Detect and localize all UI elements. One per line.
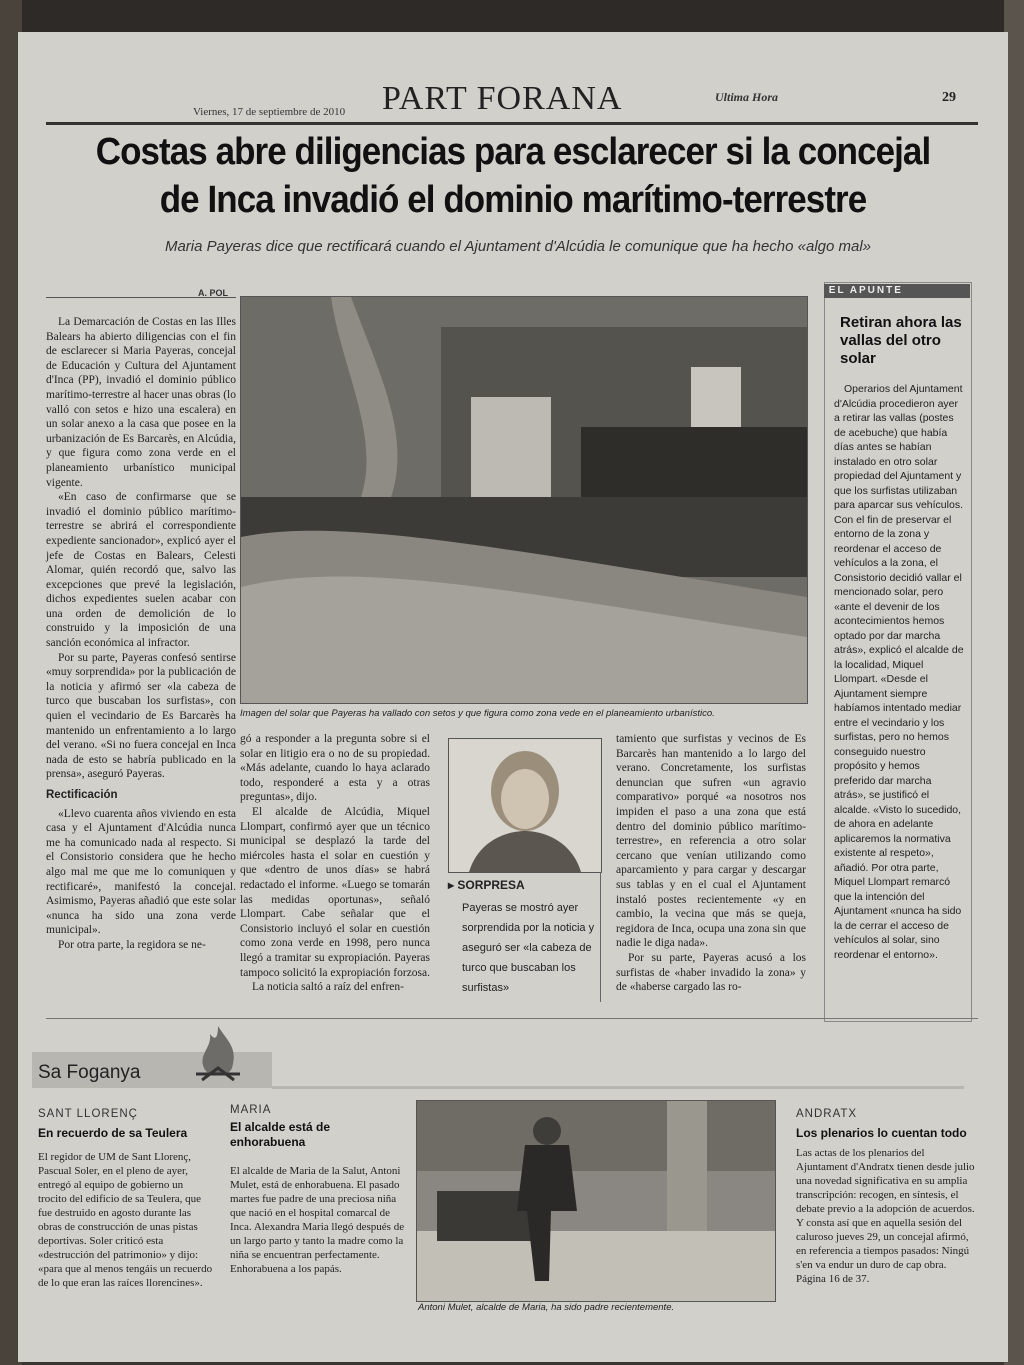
- newspaper-page: [18, 32, 1008, 1362]
- portrait-illustration: [449, 739, 601, 872]
- photo-caption: Imagen del solar que Payeras ha vallado con setos y que figura como zona vede en el planeamiento urbanístico.: [240, 708, 715, 719]
- paragraph: Operarios del Ajuntament d'Alcúdia procedieron ayer a retirar las vallas (postes de acebuche) que había días antes se habían instalado en otro solar propiedad del Ajuntament y que los surfistas utilizaban para aparcar sus vehículos. Con el fin de preservar el entorno de la zona y reordenar el acceso de vehículos a la zona, el Consistorio decidió vallar el mencionado solar, pero «ante el devenir de los acontecimientos hemos optado por dar marcha atrás», explicó el alcalde de la localidad, Miquel Llompart. «Desde el Ajuntament siempre habíamos intentado mediar entre el vecindario y los surfistas, pero no hemos conseguido nuestro propósito y hemos preferido dar marcha atrás», se justificó el alcalde. «Visto lo sucedido, de ahora en adelante aplicaremos la normativa existente al respeto», añadió. Por otra parte, Miquel Llompart remarcó que la intención del Ajuntament «nunca ha sido la de cerrar el acceso de vehículos al solar, sino reordenar el entorno».: [834, 383, 964, 961]
- mulet-photo: [416, 1100, 776, 1302]
- news-location: ANDRATX: [796, 1108, 858, 1120]
- foganya-rule: [272, 1086, 964, 1089]
- paragraph: tamiento que surfistas y vecinos de Es Barcarès han mantenido a lo largo del verano. Concretamente, los surfistas denuncian que sufren «un agravio comparativo» porqué «a nosotros nos impiden el paso a una zona que está dentro del dominio público marítimo-terrestre», en referencia a otro solar cercano que venían utilizando como aparcamiento y para cargar y descargar sus tablas y en el cual el Ajuntament instaló postes recientemente «y en cambio, la vecina que más se queja, regidora de Inca, ocupa una zona sin que nadie le diga nada».: [616, 733, 806, 950]
- headline-line-2: de Inca invadió el dominio marítimo-terrestre: [159, 179, 867, 221]
- news-text: Las actas de los plenarios del Ajuntament d'Andratx tienen desde julio una novedad significativa en su amplia transcripción: recogen, en síntesis, el debate previo a la adopción de acuerdos. Y consta así que en aquella sesión del caluroso jueves 29, un concejal afirmó, en referencia a tiempos pasados: Ningú s'en va endur un duro de cap obra. Página 16 de 37.: [796, 1147, 975, 1285]
- section-divider: [46, 1018, 978, 1019]
- subheadline: Maria Payeras dice que rectificará cuando el Ajuntament d'Alcúdia le comunique que ha hecho «algo mal»: [164, 238, 872, 255]
- apunte-title: Retiran ahora las vallas del otro solar: [840, 314, 962, 367]
- news-title: Los plenarios lo cuentan todo: [796, 1126, 967, 1140]
- payeras-portrait: [448, 738, 602, 873]
- news-title: El alcalde está de enhorabuena: [230, 1120, 331, 1149]
- byline: A. POL: [198, 288, 229, 298]
- apunte-text: [834, 382, 964, 962]
- paragraph: La Demarcación de Costas en las Illes Balears ha abierto diligencias con el fin de esclarecer si Maria Payeras, concejal de Educación y Cultura del Ajuntament d'Inca (PP), invadió el dominio público marítimo-terrestre al hacer unas obras (lo valló con setos e hizo una escalera) en un solar anexo a la casa que posee en la urbanización de Es Barcarès, en Alcúdia, y que figura como zona verde en el planeamiento urbanístico municipal vigente.: [46, 316, 236, 489]
- apunte-tag: EL APUNTE: [824, 284, 970, 298]
- news-text: El regidor de UM de Sant Llorenç, Pascual Soler, en el pleno de ayer, entregó al equipo de gobierno un trocito del edificio de sa Teulera, que fue destruido en agosto durante las obras de construcción de unas pistas deportivas. Soler criticó esta «destrucción del patrimonio» y dijo: «para que al menos tengáis un recuerdo de lo que eran las raíces llorencines».: [38, 1151, 213, 1289]
- article-column-3: [616, 732, 806, 995]
- news-title: En recuerdo de sa Teulera: [38, 1126, 188, 1140]
- issue-date: Viernes, 17 de septiembre de 2010: [193, 106, 346, 118]
- paragraph: gó a responder a la pregunta sobre si el solar en litigio era o no de su propiedad. «Más adelante, cuando lo haya aclarado todo, responderé a esta y a otras preguntas», dijo.: [240, 733, 430, 804]
- sorpresa-title: ▸ SORPRESA: [448, 878, 525, 892]
- paragraph: Por su parte, Payeras confesó sentirse «muy sorprendida» por la publicación de la noticia y afirmó ser «la cabeza de turco que buscaban los surfistas», con quien el vecindario de Es Barcarès ha mantenido un enfrentamiento a lo largo del verano. «Si no fuera concejal en Inca nada de esto se habría publicado en la prensa», aseguró Payeras.: [46, 651, 236, 781]
- triangle-icon: ▸: [448, 878, 458, 892]
- sorpresa-text: Payeras se mostró ayer sorprendida por la noticia y aseguró ser «la cabeza de turco que buscaban los surfistas»: [462, 902, 595, 994]
- paragraph: «Llevo cuarenta años viviendo en esta casa y el Ajuntament d'Alcúdia nunca me ha comunicado nada al respecto. Si el Consistorio considera que he hecho algo mal me que me lo comuniquen y rectificaré», manifestó la concejal. Asimismo, Payeras añadió que este solar «nunca ha sido una zona verde municipal».: [46, 807, 236, 937]
- news-location: SANT LLORENÇ: [38, 1108, 138, 1120]
- news-location: MARIA: [230, 1104, 272, 1116]
- headline-line-1: Costas abre diligencias para esclarecer si la concejal: [95, 131, 931, 173]
- photo-caption: Antoni Mulet, alcalde de Maria, ha sido padre recientemente.: [418, 1302, 675, 1313]
- solar-photo-illustration: [241, 297, 807, 703]
- paragraph: La noticia saltó a raíz del enfren-: [252, 981, 404, 994]
- article-column-1: [46, 315, 236, 953]
- headline: [85, 128, 941, 224]
- header-rule: [46, 122, 978, 125]
- page-number: 29: [942, 90, 956, 105]
- news-text: El alcalde de Maria de la Salut, Antoni Mulet, está de enhorabuena. El pasado martes fue padre de una preciosa niña que nació en el hospital comarcal de Inca. Alexandra Maria llegó después de un largo parto y tanto la madre como la niña se encuentran perfectamente. Enhorabuena a los papás.: [230, 1165, 405, 1275]
- newspaper-logo: Ultima Hora: [715, 90, 779, 104]
- section-title: PART FORANA: [382, 80, 623, 117]
- paragraph: El alcalde de Alcúdia, Miquel Llompart, confirmó ayer que un técnico municipal se desplazó la tarde del miércoles hasta el solar en cuestión y que «dentro de unos días» se habrá redactado el informe. «Luego se tomarán las medidas oportunas», señaló Llompart. Cabe señalar que el Consistorio incluyó el solar en cuestión como zona verde en 1998, pero nunca llegó a tramitar su expropiación. Payeras tampoco solicitó la expropiación forzosa.: [240, 805, 431, 979]
- paragraph: Por su parte, Payeras acusó a los surfistas de «haber invadido la zona» y de «haberse cargado las ro-: [616, 951, 806, 994]
- foganya-title: Sa Foganya: [38, 1062, 141, 1083]
- section-subtitle: Rectificación: [46, 789, 118, 801]
- mulet-photo-illustration: [417, 1101, 775, 1301]
- solar-photo: [240, 296, 808, 704]
- paragraph: Por otra parte, la regidora se ne-: [58, 938, 206, 951]
- article-column-2: [240, 732, 430, 995]
- paragraph: «En caso de confirmarse que se invadió el dominio público marítimo-terrestre se abrirá el correspondiente expediente sancionador», explicó ayer el jefe de Costas en Balears, Celesti Alomar, quién recordó que, salvo las excepciones que prevé la legislación, dichos expedientes suelen acabar con una orden de demolición de lo construido y la imposición de una sanción económica al infractor.: [46, 491, 236, 650]
- flame-icon: [188, 1024, 248, 1082]
